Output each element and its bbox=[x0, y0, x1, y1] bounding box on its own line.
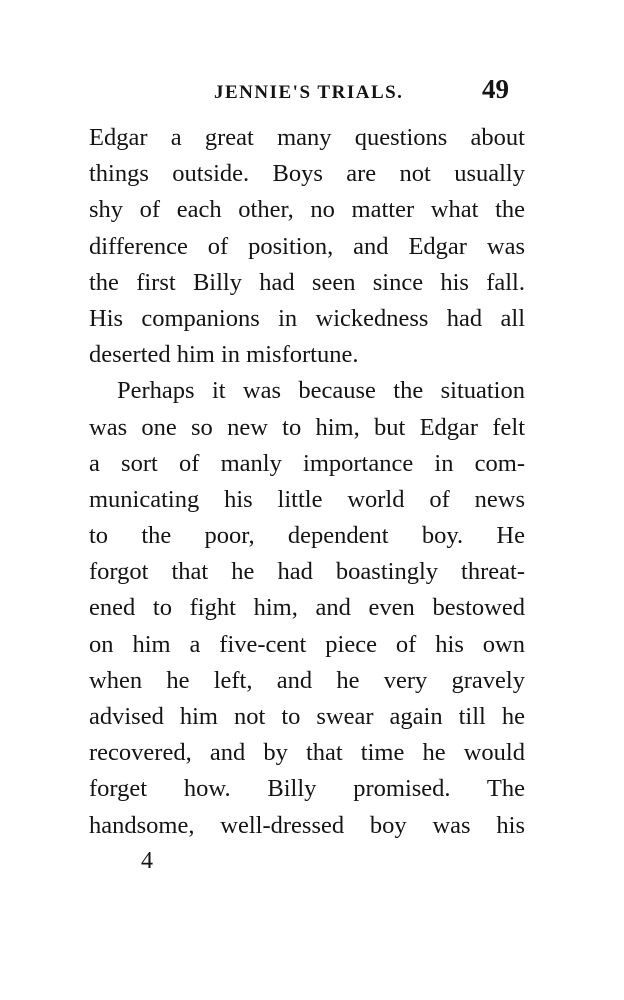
text-line: ened to fight him, and even bestowed bbox=[89, 594, 525, 622]
text-line: a sort of manly importance in com- bbox=[89, 449, 525, 477]
text-line: on him a five-cent piece of his own bbox=[89, 630, 525, 658]
text-line: was one so new to him, but Edgar felt bbox=[89, 413, 525, 441]
text-line: difference of position, and Edgar was bbox=[89, 232, 525, 260]
text-line: His companions in wickedness had all bbox=[89, 304, 525, 332]
text-line: forgot that he had boastingly threat- bbox=[89, 558, 525, 586]
text-line: to the poor, dependent boy. He bbox=[89, 522, 525, 550]
page-number: 49 bbox=[482, 74, 509, 104]
text-line: advised him not to swear again till he bbox=[89, 703, 525, 730]
body-text bbox=[89, 120, 525, 844]
text-line: municating his little world of news bbox=[89, 485, 525, 513]
text-line: handsome, well-dressed boy was his bbox=[89, 811, 525, 839]
text-line: deserted him in misfortune. bbox=[89, 341, 359, 369]
text-line: the first Billy had seen since his fall. bbox=[89, 268, 525, 296]
text-line: Perhaps it was because the situation bbox=[117, 377, 525, 405]
text-line: forget how. Billy promised. The bbox=[89, 775, 525, 803]
text-line: Edgar a great many questions about bbox=[89, 124, 525, 151]
text-line: shy of each other, no matter what the bbox=[89, 196, 525, 224]
signature-mark: 4 bbox=[141, 848, 153, 874]
text-line: recovered, and by that time he would bbox=[89, 739, 525, 767]
text-line: things outside. Boys are not usually bbox=[89, 160, 525, 188]
running-head: JENNIE'S TRIALS. bbox=[214, 82, 404, 103]
text-line: when he left, and he very gravely bbox=[89, 666, 525, 694]
